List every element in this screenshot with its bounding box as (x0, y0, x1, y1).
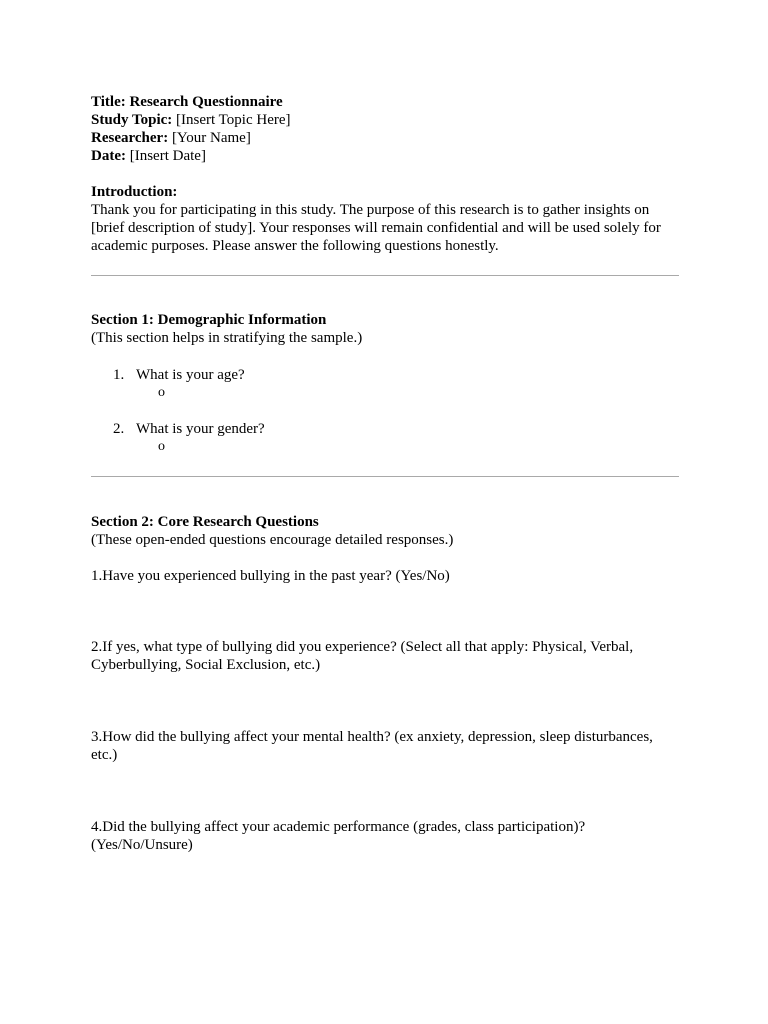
date-line (91, 147, 206, 165)
researcher-line (91, 129, 251, 147)
question-number: 2. (113, 421, 125, 437)
core-question-1: 1.Have you experienced bullying in the past year? (Yes/No) (91, 568, 450, 584)
introduction-text: Thank you for participating in this study. The purpose of this research is to gather insights on [brief description of study]. Your responses will remain confidential and will be used solely for academic purposes. Please answer the following questions honestly. (91, 202, 661, 254)
divider (91, 476, 679, 477)
section-1-note: (This section helps in stratifying the sample.) (91, 330, 363, 346)
core-question-3: 3.How did the bullying affect your mental health? (ex anxiety, depression, sleep disturbances, etc.) (91, 729, 653, 763)
introduction-heading-text: Introduction: (91, 184, 178, 200)
title-label: Title: (91, 94, 126, 110)
study-topic-label: Study Topic: (91, 112, 173, 128)
study-topic-value: [Insert Topic Here] (176, 112, 291, 128)
title-line (91, 93, 283, 111)
title-value: Research Questionnaire (129, 94, 283, 110)
divider (91, 275, 679, 276)
section-2-heading (91, 513, 319, 531)
introduction-heading (91, 183, 177, 201)
section-1-heading (91, 311, 326, 329)
section-2-note: (These open-ended questions encourage detailed responses.) (91, 532, 454, 548)
question-text: What is your gender? (136, 421, 265, 437)
question-text: What is your age? (136, 367, 245, 383)
date-value: [Insert Date] (129, 148, 206, 164)
core-question-2: 2.If yes, what type of bullying did you experience? (Select all that apply: Physical, Verbal, Cyberbullying, Social Exclusion, etc.) (91, 639, 634, 673)
study-topic-line (91, 111, 291, 129)
core-question-4: 4.Did the bullying affect your academic performance (grades, class participation)? (Yes/No/Unsure) (91, 819, 586, 853)
section-1-heading-text: Section 1: Demographic Information (91, 312, 327, 328)
question-number: 1. (113, 367, 125, 383)
answer-bullet: o (158, 385, 165, 400)
date-label: Date: (91, 148, 126, 164)
researcher-value: [Your Name] (171, 130, 251, 146)
researcher-label: Researcher: (91, 130, 169, 146)
answer-bullet: o (158, 439, 165, 454)
section-2-heading-text: Section 2: Core Research Questions (91, 514, 319, 530)
